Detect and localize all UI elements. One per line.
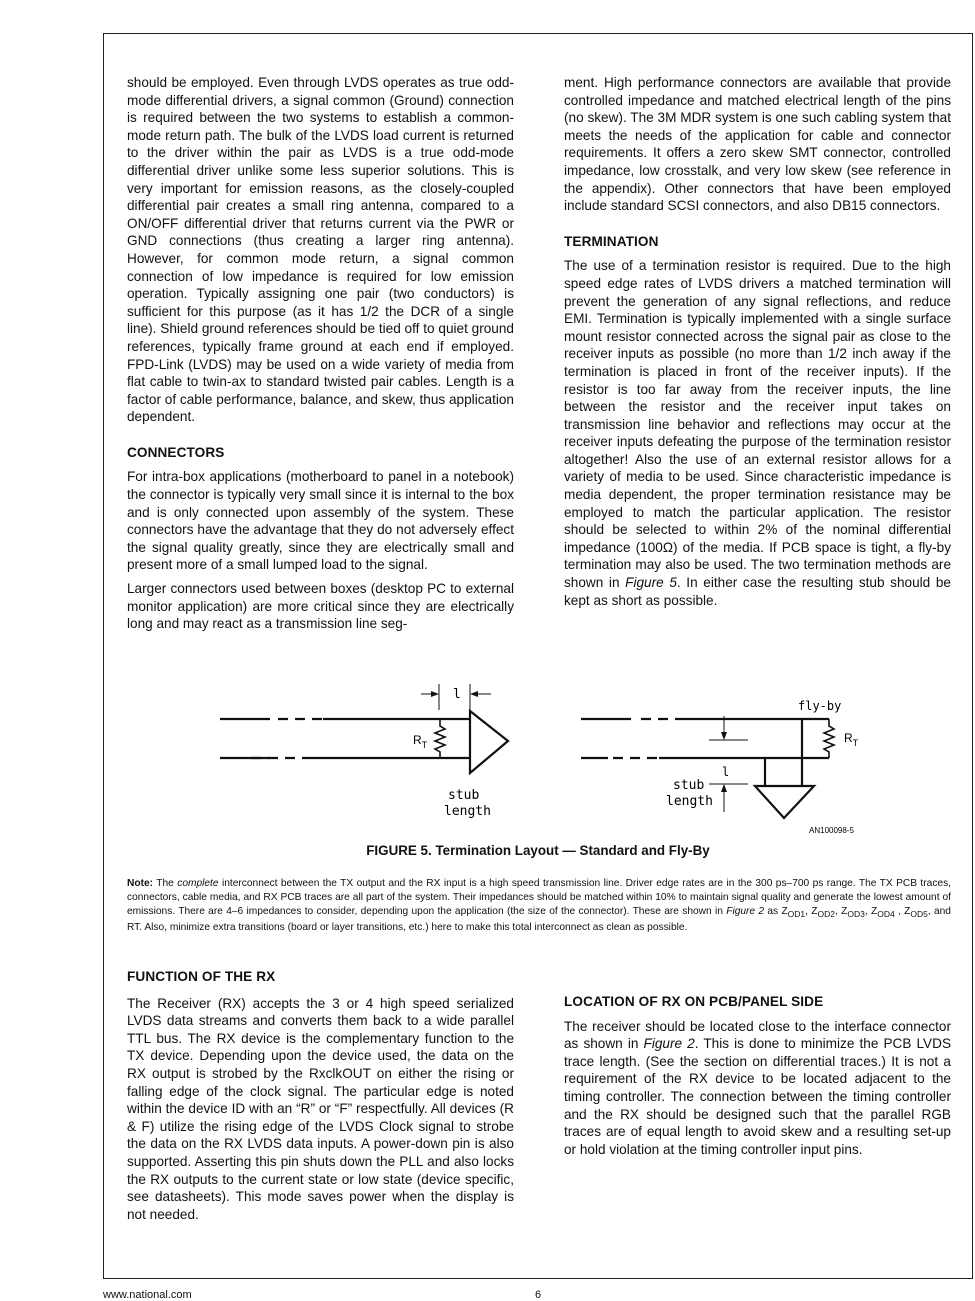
- termination-layout-diagram: [103, 672, 973, 842]
- heading-function-rx: FUNCTION OF THE RX: [127, 969, 276, 984]
- right-termination-resistor: [824, 719, 834, 758]
- paragraph-connectors-cont: ment. High performance connectors are available that provide controlled impedance and matched electrical length of the pins (no skew). The 3M MDR system is one such cabling system that meets the needs of the application for cable and connector requirements. It offers a zero skew SMT connector, controlled impedance, low crosstalk, and very low skew (see reference in the appendix). Other connectors that have been employed include standard SCSI connectors, and also DB15 connectors.: [564, 75, 951, 214]
- right-rt-label: $R_T$: [844, 731, 859, 748]
- rx-function-section: [127, 968, 514, 1229]
- flyby-label: fly-by: [798, 699, 842, 713]
- heading-termination: TERMINATION: [564, 233, 659, 249]
- right-receiver-triangle: [755, 786, 814, 818]
- rx-location-section: [564, 993, 951, 1164]
- paragraph-larger-connectors: Larger connectors used between boxes (desktop PC to external monitor application) are more critical since they are electrically long and may react as a transmission line seg-: [127, 581, 514, 632]
- left-termination-resistor: [435, 719, 445, 758]
- note-label: Note:: [127, 878, 154, 889]
- figure-note: Note: The complete interconnect between the TX output and the RX input is a high speed transmission line. Driver edge rates are in the 300 ps–700 ps range. The TX PCB traces, connectors, cable media, and RX PCB traces are all part of the system. Their impedances should be matched within 10% to maintain signal quality and generate the lowest amount of emissions. There are 4–6 impedances to consider, depending upon the application (the size of the connector). These are shown in Figure 2 as $Z_{OD1}$, $Z_{OD2}$, $Z_{OD3}$, $Z_{OD4}$ , $Z_{OD5}$, and RT. Also, minimize extra transitions (board or layer transitions, etc.) here to make this total interconnect as clean as possible.: [127, 878, 952, 934]
- right-dim-label: l: [722, 765, 730, 779]
- paragraph-rx-location: The receiver should be located close to the interface connector as shown in Figure 2. This is done to minimize the PCB LVDS trace length. (See the section on differential traces.) It is not a requirement of the RX device to be located adjacent to the timing controller. The connection between the timing controller and the RX should be designed such that the parallel RGB traces are of equal length to avoid skew and a resulting set-up or hold violation at the timing controller input pins.: [564, 1018, 952, 1157]
- heading-connectors: CONNECTORS: [127, 444, 225, 460]
- figure-caption: FIGURE 5. Termination Layout — Standard and Fly-By: [366, 843, 710, 858]
- paragraph-common-return: should be employed. Even through LVDS operates as true odd-mode differential drivers, a signal common (Ground) connection is required between the two systems to establish a common-mode return path. The bulk of the LVDS load current is returned to the driver within the pair as LVDS is a true odd-mode differential driver unlike some less superior solutions. This is very important for emission reasons, as the closely-coupled differential pair creates a small ring antenna, compared to a ON/OFF differential driver that returns current via the PWR or GND connections (thus creating a larger ring antenna). However, for common mode return, a signal common connection of low impedance is required for low emission operation. Typically assigning one pair (two conductors) is sufficient for this purpose (as it has 1/2 the DCR of a single line). Shield ground references should be tied off to quiet ground references, typically frame ground at each end if employed. FPD-Link (LVDS) may be used on a wide variety of media from flat cable to twin-ax to standard twisted pair cables. Length is a factor of cable performance, balance, and skew, thus application dependent.: [127, 75, 514, 425]
- figure-2-reference[interactable]: Figure 2: [643, 1036, 695, 1052]
- paragraph-termination: The use of a termination resistor is required. Due to the high speed edge rates of LVDS drivers a matched termination will prevent the generation of any signal reflections, and reduce EMI. Termination is typically implemented with a single surface mount resistor connected across the signal pair as close to the receiver inputs as possible (no more than 1/2 inch away if the termination is placed in front of the receiver inputs). If the resistor is too far away from the receiver inputs, the line between the resistor and the receiver input takes on transmission line behavior and reflections may occur at the receiver inputs defeating the purpose of the termination resistor altogether! Also the use of an external resistor allows for a variety of media to be used. Since characteristic impedance is media dependent, the proper termination resistance may be employed to match the particular application. The resistor should be selected to within 2% of the nominal differential impedance (100Ω) of the media. If PCB space is tight, a fly-by termination may also be used. The two termination methods are shown in Figure 5. In either case the resulting stub should be kept as short as possible.: [564, 258, 951, 608]
- right-length-label: length: [666, 794, 713, 809]
- left-length-label: length: [444, 804, 491, 819]
- left-rt-label: $R_T$: [413, 733, 428, 750]
- heading-location-rx: LOCATION OF RX ON PCB/PANEL SIDE: [564, 994, 824, 1009]
- figure-2-reference-note[interactable]: Figure 2: [726, 905, 765, 917]
- page-number: 6: [535, 1289, 542, 1301]
- footer-url[interactable]: www.national.com: [103, 1289, 192, 1301]
- left-dim-label: l: [453, 687, 461, 702]
- left-stub-label: stub: [448, 788, 480, 803]
- left-column: [127, 74, 514, 639]
- left-receiver-triangle: [470, 711, 508, 773]
- paragraph-rx-function: The Receiver (RX) accepts the 3 or 4 high speed serialized LVDS data streams and converts them back to a wide parallel TTL bus. The RX device is the complementary function to the TX device. Depending upon the device used, the data on the RX output is strobed by the RxclkOUT on either the rising or falling edge of the clock signal. The particular edge is noted within the device ID with an “R” or “F” respectfully. All devices (R & F) utilize the rising edge of the LVDS Clock signal to strobe the data on the RX LVDS data inputs. A power-down pin is also supported. Asserting this pin shuts down the PLL and also locks the RX outputs to the current state or low state (device specific, see datasheets). This mode saves power when the display is not needed.: [127, 995, 514, 1222]
- figure-5-reference[interactable]: Figure 5: [625, 575, 677, 591]
- right-column: [564, 74, 951, 615]
- paragraph-intra-box: For intra-box applications (motherboard to panel in a notebook) the connector is typically very small since it is internal to the box and is only connected upon assembly of the system. These connectors have the advantage that they do not adversely effect the signal quality greatly, since they are electrically small and present more of a small lumped load to the signal.: [127, 469, 514, 573]
- figure-code: AN100098-5: [809, 826, 854, 835]
- right-stub-label: stub: [673, 778, 705, 793]
